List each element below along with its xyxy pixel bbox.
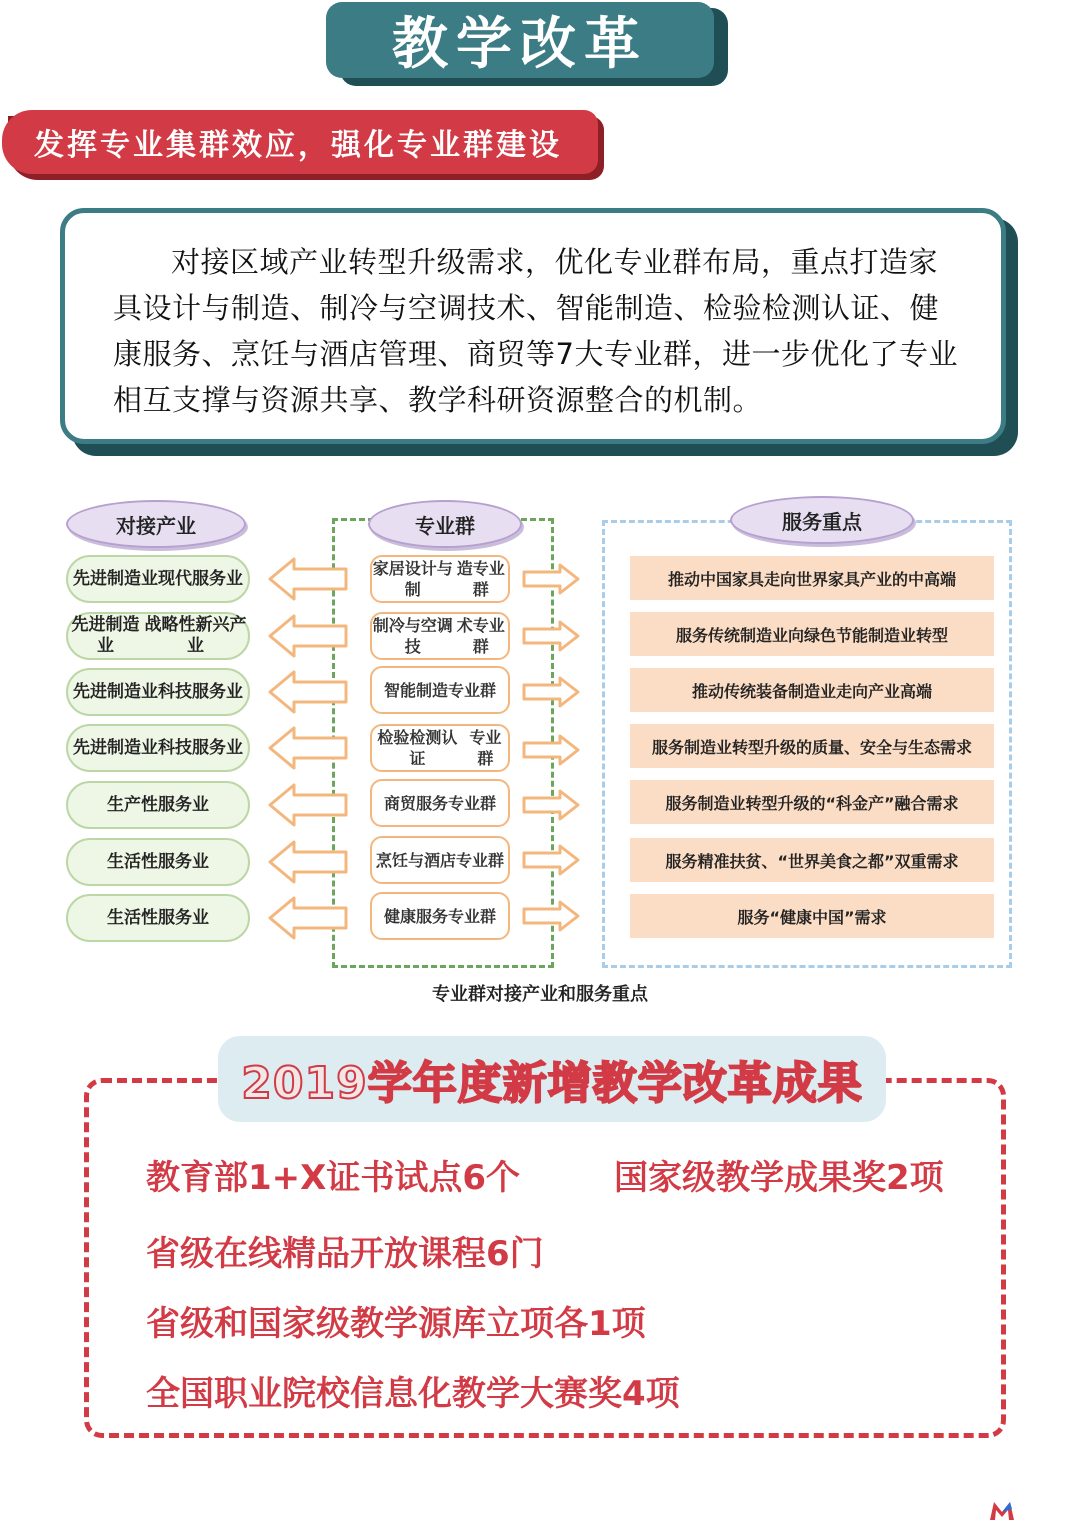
service-item: 服务传统制造业向绿色节能制造业转型 (630, 612, 994, 656)
industry-column-header: 对接产业 (66, 500, 246, 548)
service-item: 推动中国家具走向世界家具产业的中高端 (630, 556, 994, 600)
industry-item: 先进制造业 现代服务业 (66, 555, 250, 603)
achievement-item: 省级和国家级教学源库立项各1项 (146, 1304, 646, 1344)
industry-item: 先进制造业 战略性新兴产业 (66, 612, 250, 660)
section-subtitle: 发挥专业集群效应，强化专业群建设 (2, 110, 598, 174)
achievement-item: 省级在线精品开放课程6门 (146, 1234, 544, 1274)
right-arrow-icon (522, 844, 580, 876)
intro-box (60, 208, 1006, 444)
group-item: 家居设计与制 造专业群 (370, 555, 510, 603)
right-arrow-icon (522, 900, 580, 932)
service-item: 服务制造业转型升级的质量、安全与生态需求 (630, 724, 994, 768)
service-item: 服务精准扶贫、“世界美食之都”双重需求 (630, 838, 994, 882)
group-item: 烹饪与酒店 专业群 (370, 836, 510, 884)
achievements-title: 2019学年度新增教学改革成果 (218, 1036, 886, 1122)
industry-item: 生活性服务业 (66, 894, 250, 942)
group-item: 商贸服务 专业群 (370, 779, 510, 827)
right-arrow-icon (522, 734, 580, 766)
industry-item: 生产性服务业 (66, 781, 250, 829)
right-arrow-icon (522, 620, 580, 652)
achievement-item: 教育部1+X证书试点6个 (146, 1158, 521, 1198)
left-arrow-icon (268, 783, 348, 827)
group-item: 健康服务 专业群 (370, 892, 510, 940)
right-arrow-icon (522, 676, 580, 708)
industry-item: 先进制造业 科技服务业 (66, 724, 250, 772)
left-arrow-icon (268, 614, 348, 658)
right-arrow-icon (522, 563, 580, 595)
industry-item: 先进制造业 科技服务业 (66, 668, 250, 716)
left-arrow-icon (268, 726, 348, 770)
service-item: 推动传统装备制造业走向产业高端 (630, 668, 994, 712)
group-column-header: 专业群 (368, 500, 522, 548)
group-item: 制冷与空调技 术专业群 (370, 612, 510, 660)
left-arrow-icon (268, 840, 348, 884)
industry-item: 生活性服务业 (66, 838, 250, 886)
service-item: 服务制造业转型升级的“科金产”融合需求 (630, 780, 994, 824)
left-arrow-icon (268, 896, 348, 940)
intro-paragraph: 对接区域产业转型升级需求，优化专业群布局，重点打造家具设计与制造、制冷与空调技术、智能制造、检验检测认证、健康服务、烹饪与酒店管理、商贸等7大专业群，进一步优化了专业相互支撑与资源共享、教学科研资源整合的机制。 (113, 245, 958, 417)
service-item: 服务“健康中国”需求 (630, 894, 994, 938)
group-item: 智能制造 专业群 (370, 666, 510, 714)
achievement-item: 国家级教学成果奖2项 (614, 1158, 944, 1198)
service-column-header: 服务重点 (730, 496, 914, 544)
page-title: 教学改革 (326, 2, 714, 78)
brand-logo-icon (988, 1500, 1016, 1522)
right-arrow-icon (522, 789, 580, 821)
left-arrow-icon (268, 557, 348, 601)
left-arrow-icon (268, 670, 348, 714)
group-item: 检验检测认证 专业群 (370, 724, 510, 772)
achievement-item: 全国职业院校信息化教学大赛奖4项 (146, 1374, 680, 1414)
diagram-caption: 专业群对接产业和服务重点 (432, 984, 648, 1005)
